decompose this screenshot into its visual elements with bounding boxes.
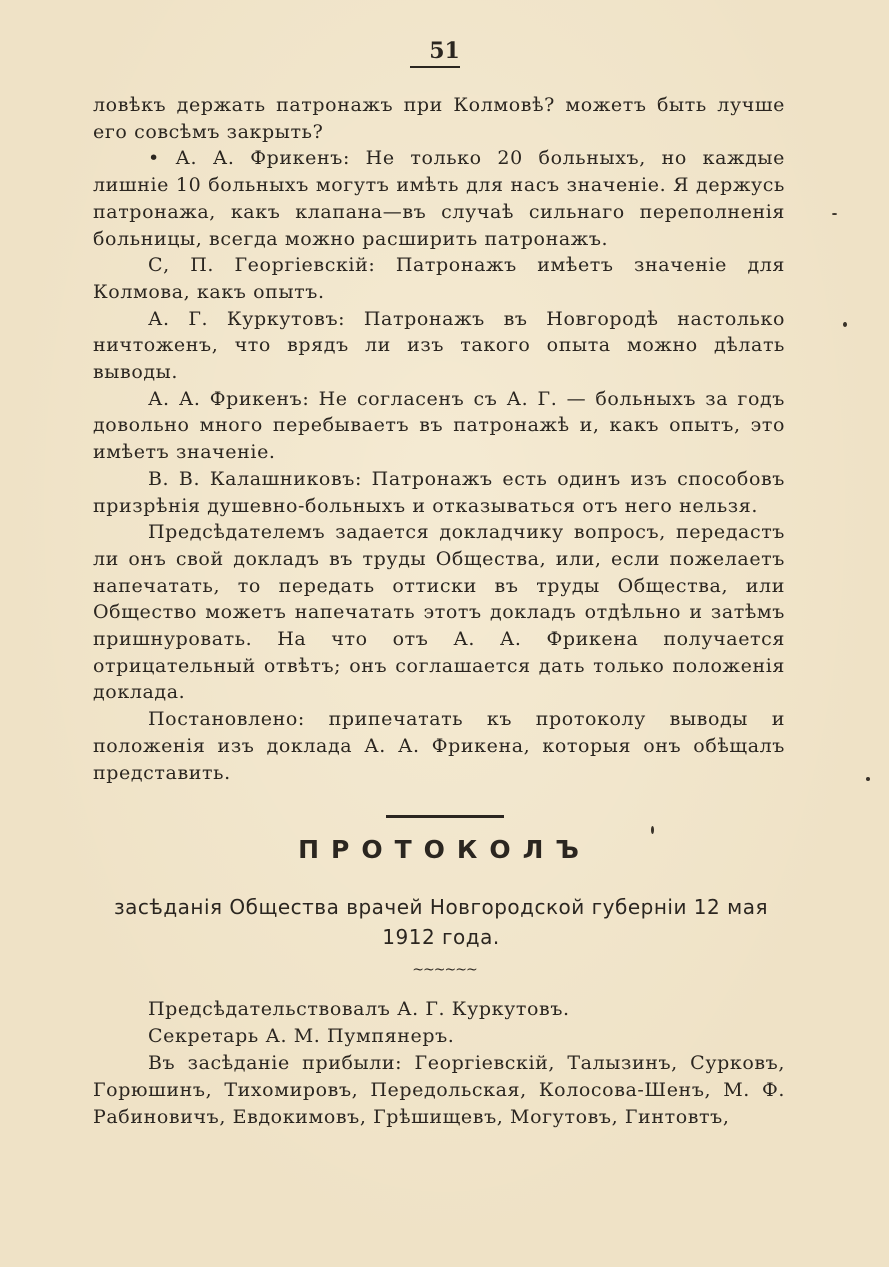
paragraph: Предсѣдателемъ задается докладчику вопросъ, передастъ ли онъ свой докладъ въ труды Общества, или, если пожелаетъ напечатать, то передать оттиски въ труды Общества, или Общество можетъ напечатать этотъ докладъ отдѣльно и затѣмъ пришнуровать. На что отъ А. А. Фрикена получается отрицательный отвѣтъ; онъ соглашается дать только положенія доклада. <box>93 521 785 704</box>
paragraph: Секретарь А. М. Пумпянеръ. <box>148 1025 455 1047</box>
paragraph: А. А. Фрикенъ: Не согласенъ съ А. Г. — больныхъ за годъ довольно много перебываетъ въ патронажѣ и, какъ опытъ, это имѣетъ значеніе. <box>93 387 785 464</box>
page-number-underline <box>410 66 460 68</box>
protocol-heading: ПРОТОКОЛЪ <box>298 835 591 864</box>
paragraph: ловѣкъ держать патронажъ при Колмовѣ? можетъ быть лучше его совсѣмъ закрыть? <box>93 94 785 143</box>
paragraph: • А. А. Фрикенъ: Не только 20 больныхъ, но каждые лишніе 10 больныхъ могутъ имѣть для насъ значеніе. Я держусь патронажа, какъ клапана—въ случаѣ сильнаго переполненія больницы, всегда можно расширить патронажъ. <box>93 147 785 250</box>
paragraph: Въ засѣданіе прибыли: Георгіевскій, Талызинъ, Сурковъ, Горюшинъ, Тихомировъ, Передольская, Колосова-Шенъ, М. Ф. Рабиновичъ, Евдокимовъ, Грѣшищевъ, Могутовъ, Гинтовтъ, <box>93 1052 785 1128</box>
page-number: 51 <box>429 38 460 64</box>
print-speck <box>843 322 847 327</box>
paragraph: А. Г. Куркутовъ: Патронажъ въ Новгородѣ настолько ничтоженъ, что врядъ ли изъ такого опыта можно дѣлать выводы. <box>93 307 785 384</box>
discussion-text <box>93 92 785 786</box>
paragraph: Постановлено: припечатать къ протоколу выводы и положенія изъ доклада А. А. Фрикена, которыя онъ обѣщалъ представить. <box>93 708 785 784</box>
ornament-flourish: ~~~~~~ <box>412 962 477 978</box>
print-speck <box>832 213 837 215</box>
paragraph: В. В. Калашниковъ: Патронажъ есть одинъ изъ способовъ призрѣнія душевно-больныхъ и отказываться отъ него нельзя. <box>93 467 785 517</box>
print-speck <box>866 777 870 781</box>
print-speck <box>651 826 654 834</box>
meeting-details <box>93 996 785 1131</box>
subtitle-line: 1912 года. <box>382 925 500 949</box>
protocol-subtitle <box>93 892 789 952</box>
section-divider <box>386 815 504 818</box>
paragraph: С, П. Георгіевскій: Патронажъ имѣетъ значеніе для Колмова, какъ опытъ. <box>93 254 785 303</box>
subtitle-line: засѣданія Общества врачей Новгородской губерніи 12 мая <box>114 895 768 919</box>
paragraph: Предсѣдательствовалъ А. Г. Куркутовъ. <box>148 998 570 1020</box>
